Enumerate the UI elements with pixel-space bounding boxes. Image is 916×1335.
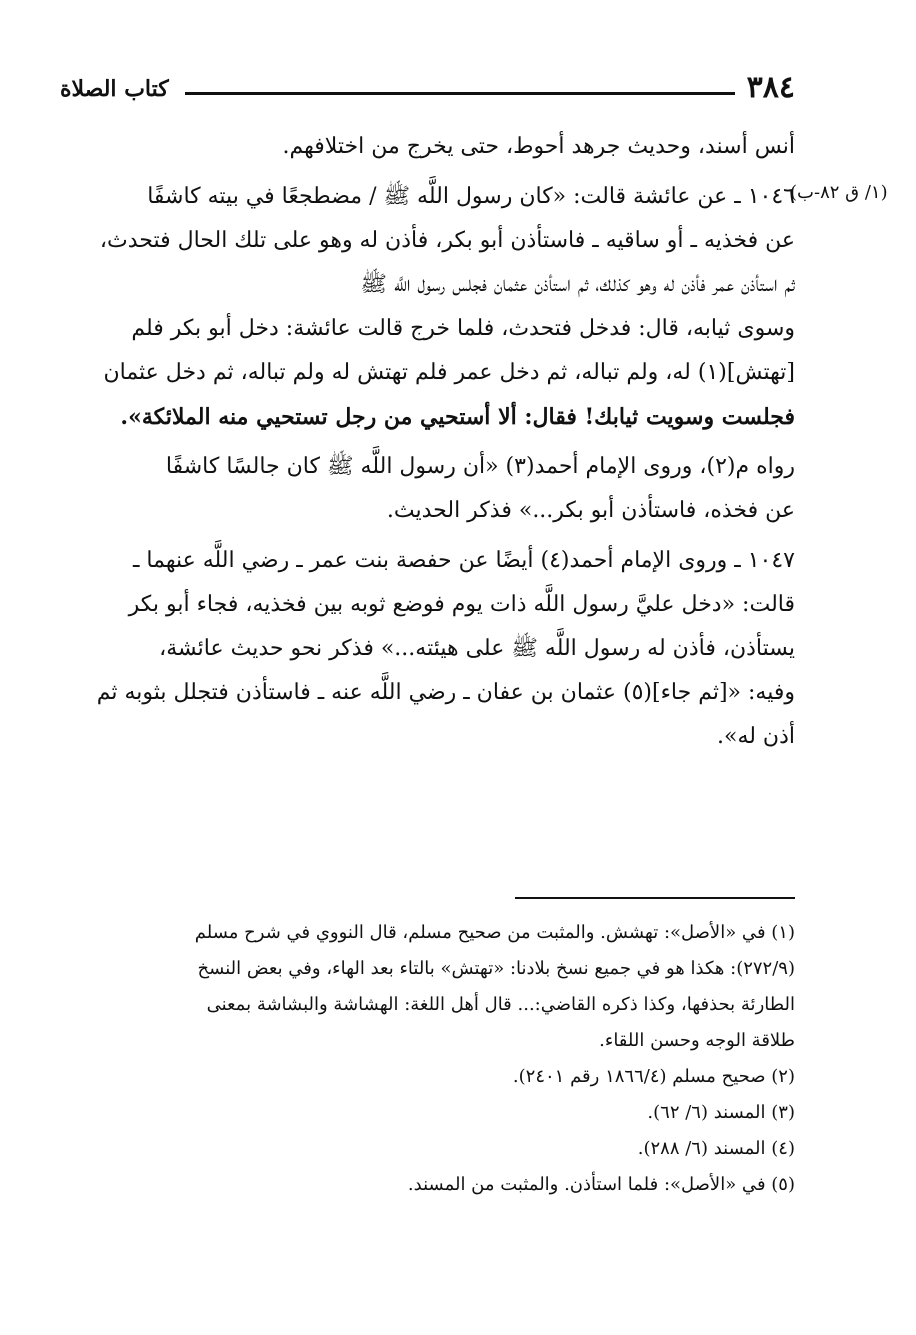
page-number: ٣٨٤ bbox=[746, 70, 795, 105]
text-line: عن فخذيه ـ أو ساقيه ـ فاستأذن أبو بكر، فأذن له وهو على تلك الحال فتحدث، bbox=[99, 228, 795, 253]
text-line: ١٠٤٧ ـ وروى الإمام أحمد(٤) أيضًا عن حفصة بنت عمر ـ رضي اللَّه عنهما ـ bbox=[132, 548, 795, 573]
footnote-line: طلاقة الوجه وحسن اللقاء. bbox=[599, 1030, 795, 1051]
book-title: كتاب الصلاة bbox=[60, 76, 169, 102]
footnote-line: (٣) المسند (٦/ ٦٢). bbox=[647, 1102, 795, 1123]
footnote-line: (٢) صحيح مسلم (١٨٦٦/٤ رقم ٢٤٠١). bbox=[512, 1066, 795, 1087]
footnote-line: (٤) المسند (٦/ ٢٨٨). bbox=[637, 1138, 795, 1159]
text-line: [تهتش](١) له، ولم تباله، ثم دخل عمر فلم تهتش له ولم تباله، ثم دخل عثمان bbox=[103, 360, 795, 385]
footnote-line: (١) في «الأصل»: تهشش. والمثبت من صحيح مسلم، قال النووي في شرح مسلم bbox=[194, 922, 795, 943]
footnotes bbox=[60, 915, 795, 1203]
text-line: فجلست وسويت ثيابك! فقال: ألا أستحيي من رجل تستحيي منه الملائكة». bbox=[120, 404, 795, 430]
text-line: يستأذن، فأذن له رسول اللَّه ﷺ على هيئته...» فذكر نحو حديث عائشة، bbox=[159, 636, 795, 661]
text-line: وسوى ثيابه، قال: فدخل فتحدث، فلما خرج قالت عائشة: دخل أبو بكر فلم bbox=[131, 316, 795, 341]
manuscript-margin-reference: (١/ ق ٨٢-ب) bbox=[790, 182, 888, 203]
text-line: أنس أسند، وحديث جرهد أحوط، حتى يخرج من اختلافهم. bbox=[282, 134, 795, 159]
text-line: قالت: «دخل عليَّ رسول اللَّه ذات يوم فوضع ثوبه بين فخذيه، فجاء أبو بكر bbox=[128, 592, 795, 617]
footnote-line: (٢٧٢/٩): هكذا هو في جميع نسخ بلادنا: «تهتش» بالتاء بعد الهاء، وفي بعض النسخ bbox=[197, 958, 795, 979]
footnote-separator bbox=[515, 897, 795, 899]
footnote-line: الطارئة بحذفها، وكذا ذكره القاضي:... قال أهل اللغة: الهشاشة والبشاشة بمعنى bbox=[206, 994, 795, 1015]
text-line: وفيه: «[ثم جاء](٥) عثمان بن عفان ـ رضي اللَّه عنه ـ فاستأذن فتجلل بثوبه ثم bbox=[96, 680, 795, 705]
page-header bbox=[60, 70, 795, 110]
text-line: رواه م(٢)، وروى الإمام أحمد(٣) «أن رسول اللَّه ﷺ كان جالسًا كاشفًا bbox=[165, 454, 795, 479]
text-line: أذن له». bbox=[716, 724, 795, 749]
footnote-line: (٥) في «الأصل»: فلما استأذن. والمثبت من المسند. bbox=[407, 1174, 795, 1195]
text-line: ١٠٤٦ ـ عن عائشة قالت: «كان رسول اللَّه ﷺ / مضطجعًا في بيته كاشفًا bbox=[147, 184, 795, 209]
text-line: عن فخذه، فاستأذن أبو بكر...» فذكر الحديث. bbox=[386, 498, 795, 523]
header-rule bbox=[185, 92, 735, 95]
main-text bbox=[60, 125, 795, 759]
text-line: ثم استأذن عمر فأذن له وهو كذلك، ثم استأذن عثمان فجلس رسول اللَّه ﷺ bbox=[360, 272, 795, 297]
